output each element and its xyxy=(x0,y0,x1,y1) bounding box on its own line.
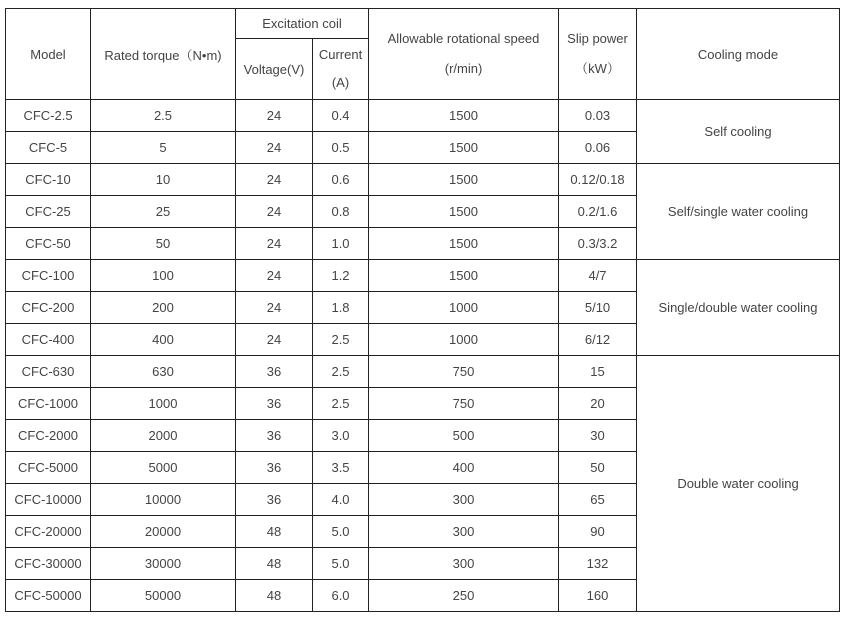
cell-rated-torque: 630 xyxy=(91,356,236,388)
cell-model: CFC-25 xyxy=(6,196,91,228)
cell-rated-torque: 2000 xyxy=(91,420,236,452)
cell-rated-torque: 50 xyxy=(91,228,236,260)
cell-slip-power: 132 xyxy=(559,548,637,580)
header-excitation-coil: Excitation coil xyxy=(236,9,369,39)
header-slip-unit: （kW） xyxy=(575,61,620,76)
cell-rated-torque: 10000 xyxy=(91,484,236,516)
header-rotational-speed xyxy=(369,9,559,100)
cell-model: CFC-2.5 xyxy=(6,100,91,132)
header-current xyxy=(313,39,369,100)
cell-voltage: 48 xyxy=(236,548,313,580)
cell-model: CFC-10000 xyxy=(6,484,91,516)
cell-cooling-mode: Single/double water cooling xyxy=(637,260,840,356)
cell-model: CFC-2000 xyxy=(6,420,91,452)
cell-voltage: 24 xyxy=(236,132,313,164)
cell-cooling-mode: Double water cooling xyxy=(637,356,840,612)
cell-model: CFC-400 xyxy=(6,324,91,356)
cell-cooling-mode: Self cooling xyxy=(637,100,840,164)
header-speed-unit: (r/min) xyxy=(444,61,483,76)
cell-rated-torque: 10 xyxy=(91,164,236,196)
cell-speed: 750 xyxy=(369,388,559,420)
cell-rated-torque: 20000 xyxy=(91,516,236,548)
cell-speed: 300 xyxy=(369,548,559,580)
cell-model: CFC-5 xyxy=(6,132,91,164)
cell-rated-torque: 25 xyxy=(91,196,236,228)
cell-voltage: 24 xyxy=(236,100,313,132)
cell-slip-power: 0.03 xyxy=(559,100,637,132)
cell-speed: 500 xyxy=(369,420,559,452)
cell-rated-torque: 50000 xyxy=(91,580,236,612)
cell-current: 5.0 xyxy=(313,516,369,548)
cell-voltage: 36 xyxy=(236,452,313,484)
cell-speed: 1500 xyxy=(369,228,559,260)
cell-current: 0.8 xyxy=(313,196,369,228)
table-row xyxy=(6,164,840,196)
cell-rated-torque: 2.5 xyxy=(91,100,236,132)
cell-current: 0.5 xyxy=(313,132,369,164)
cell-slip-power: 160 xyxy=(559,580,637,612)
cell-speed: 1500 xyxy=(369,164,559,196)
header-voltage: Voltage(V) xyxy=(236,39,313,100)
cell-current: 1.8 xyxy=(313,292,369,324)
cell-voltage: 36 xyxy=(236,388,313,420)
cell-speed: 1500 xyxy=(369,100,559,132)
cell-rated-torque: 200 xyxy=(91,292,236,324)
header-current-unit: (A) xyxy=(331,75,350,90)
cell-speed: 1000 xyxy=(369,292,559,324)
cell-model: CFC-20000 xyxy=(6,516,91,548)
cell-current: 3.0 xyxy=(313,420,369,452)
cell-slip-power: 90 xyxy=(559,516,637,548)
cell-current: 3.5 xyxy=(313,452,369,484)
cell-model: CFC-630 xyxy=(6,356,91,388)
cell-model: CFC-50000 xyxy=(6,580,91,612)
cell-current: 4.0 xyxy=(313,484,369,516)
specification-table xyxy=(5,8,840,612)
cell-model: CFC-100 xyxy=(6,260,91,292)
cell-speed: 1500 xyxy=(369,196,559,228)
cell-voltage: 24 xyxy=(236,260,313,292)
cell-voltage: 36 xyxy=(236,356,313,388)
cell-voltage: 24 xyxy=(236,292,313,324)
header-model: Model xyxy=(6,9,91,100)
cell-speed: 300 xyxy=(369,484,559,516)
cell-current: 1.2 xyxy=(313,260,369,292)
table-header xyxy=(6,9,840,100)
cell-voltage: 24 xyxy=(236,196,313,228)
cell-speed: 400 xyxy=(369,452,559,484)
cell-slip-power: 4/7 xyxy=(559,260,637,292)
header-cooling-mode: Cooling mode xyxy=(637,9,840,100)
table-row xyxy=(6,100,840,132)
table-row xyxy=(6,260,840,292)
cell-slip-power: 6/12 xyxy=(559,324,637,356)
cell-slip-power: 0.3/3.2 xyxy=(559,228,637,260)
header-current-title: Current xyxy=(318,47,363,62)
header-slip-power xyxy=(559,9,637,100)
cell-speed: 750 xyxy=(369,356,559,388)
cell-rated-torque: 5000 xyxy=(91,452,236,484)
cell-slip-power: 0.12/0.18 xyxy=(559,164,637,196)
cell-slip-power: 5/10 xyxy=(559,292,637,324)
cell-slip-power: 65 xyxy=(559,484,637,516)
cell-slip-power: 15 xyxy=(559,356,637,388)
header-slip-title: Slip power xyxy=(567,31,628,46)
cell-current: 1.0 xyxy=(313,228,369,260)
cell-current: 6.0 xyxy=(313,580,369,612)
cell-speed: 1500 xyxy=(369,132,559,164)
cell-speed: 300 xyxy=(369,516,559,548)
cell-current: 2.5 xyxy=(313,324,369,356)
cell-speed: 250 xyxy=(369,580,559,612)
cell-voltage: 36 xyxy=(236,420,313,452)
cell-model: CFC-10 xyxy=(6,164,91,196)
cell-current: 2.5 xyxy=(313,388,369,420)
cell-slip-power: 0.06 xyxy=(559,132,637,164)
cell-voltage: 24 xyxy=(236,324,313,356)
cell-model: CFC-1000 xyxy=(6,388,91,420)
cell-cooling-mode: Self/single water cooling xyxy=(637,164,840,260)
header-speed-title: Allowable rotational speed xyxy=(387,31,540,46)
cell-current: 0.6 xyxy=(313,164,369,196)
cell-current: 5.0 xyxy=(313,548,369,580)
header-rated-torque: Rated torque（N•m) xyxy=(91,9,236,100)
cell-voltage: 48 xyxy=(236,580,313,612)
cell-speed: 1500 xyxy=(369,260,559,292)
cell-rated-torque: 5 xyxy=(91,132,236,164)
cell-rated-torque: 100 xyxy=(91,260,236,292)
cell-voltage: 24 xyxy=(236,228,313,260)
cell-model: CFC-30000 xyxy=(6,548,91,580)
cell-speed: 1000 xyxy=(369,324,559,356)
cell-slip-power: 30 xyxy=(559,420,637,452)
cell-model: CFC-50 xyxy=(6,228,91,260)
cell-rated-torque: 30000 xyxy=(91,548,236,580)
cell-voltage: 48 xyxy=(236,516,313,548)
cell-slip-power: 50 xyxy=(559,452,637,484)
cell-model: CFC-200 xyxy=(6,292,91,324)
table-body xyxy=(6,100,840,612)
cell-voltage: 24 xyxy=(236,164,313,196)
cell-voltage: 36 xyxy=(236,484,313,516)
cell-current: 2.5 xyxy=(313,356,369,388)
cell-model: CFC-5000 xyxy=(6,452,91,484)
cell-rated-torque: 1000 xyxy=(91,388,236,420)
cell-slip-power: 20 xyxy=(559,388,637,420)
table-row xyxy=(6,356,840,388)
cell-slip-power: 0.2/1.6 xyxy=(559,196,637,228)
cell-current: 0.4 xyxy=(313,100,369,132)
cell-rated-torque: 400 xyxy=(91,324,236,356)
